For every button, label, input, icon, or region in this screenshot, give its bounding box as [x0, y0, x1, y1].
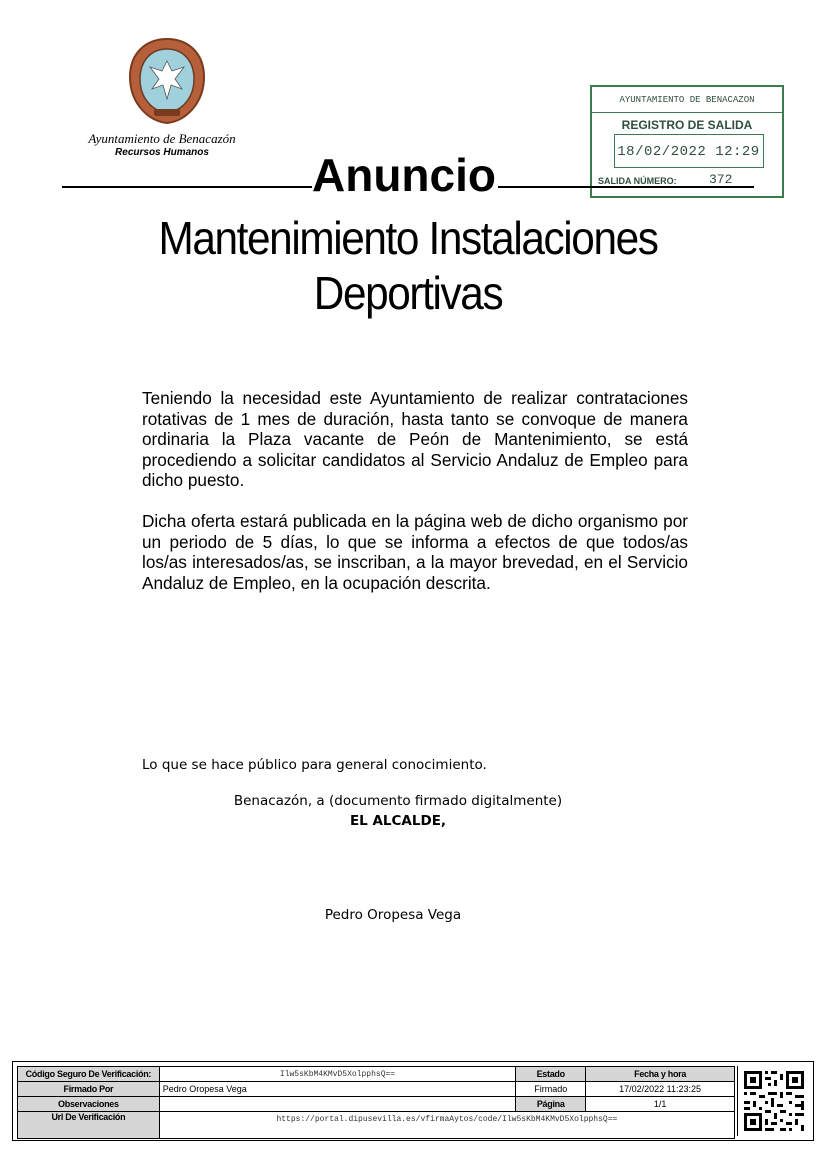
observaciones-label: Observaciones — [18, 1097, 160, 1112]
org-name: Ayuntamiento de Benacazón — [88, 131, 236, 146]
stamp-org: AYUNTAMIENTO DE BENACAZON — [619, 95, 755, 105]
place-and-date: Benacazón, a (documento firmado digitalmente) — [233, 793, 563, 809]
fecha-label: Fecha y hora — [586, 1067, 735, 1082]
fecha-value: 17/02/2022 11:23:25 — [586, 1082, 735, 1097]
subtitle-line-2: Deportivas — [313, 267, 503, 319]
stamp-title: REGISTRO DE SALIDA — [621, 118, 753, 132]
code-label: Código Seguro De Verificación: — [18, 1067, 160, 1082]
verification-code: Ilw5sKbM4KMvD5XolpphsQ== — [159, 1067, 516, 1082]
stamp-divider — [592, 112, 782, 113]
org-department: Recursos Humanos — [115, 147, 209, 158]
signer-role: EL ALCALDE, — [349, 813, 447, 829]
stamp-number-label: SALIDA NÚMERO: — [598, 176, 677, 186]
pagina-value: 1/1 — [586, 1097, 735, 1112]
document-subtitle — [125, 211, 692, 321]
table-row — [18, 1097, 735, 1112]
municipal-crest — [128, 37, 206, 125]
signed-by-value: Pedro Oropesa Vega — [159, 1082, 516, 1097]
table-row — [18, 1082, 735, 1097]
table-row — [18, 1112, 735, 1139]
table-row — [18, 1067, 735, 1082]
body-paragraph-1: Teniendo la necesidad este Ayuntamiento de realizar contrataciones rotativas de 1 mes de duración, hasta tanto se convoque de manera ordinaria la Plaza vacante de Peón de Mantenimiento, se está procediendo a solicitar candidatos al Servicio Andaluz de Empleo para dicho puesto. — [142, 388, 688, 490]
observaciones-value — [159, 1097, 516, 1112]
pagina-label: Página — [516, 1097, 586, 1112]
signer-name: Pedro Oropesa Vega — [324, 907, 462, 923]
estado-label: Estado — [516, 1067, 586, 1082]
qr-code[interactable] — [737, 1066, 810, 1136]
subtitle-line-1: Mantenimiento Instalaciones — [158, 212, 658, 264]
closing-statement: Lo que se hace público para general conocimiento. — [142, 757, 487, 773]
estado-value: Firmado — [516, 1082, 586, 1097]
document-title: Anuncio — [312, 149, 496, 201]
verification-table — [17, 1066, 735, 1139]
stamp-date-box — [614, 134, 764, 168]
stamp-number: 372 — [709, 172, 733, 187]
url-label: Url De Verificación — [18, 1112, 160, 1139]
verification-url[interactable]: https://portal.dipusevilla.es/vfirmaAytos/code/Ilw5sKbM4KMvD5XolpphsQ== — [159, 1112, 734, 1139]
signed-by-label: Firmado Por — [18, 1082, 160, 1097]
registro-salida-stamp — [590, 85, 784, 198]
verification-footer — [12, 1061, 814, 1141]
stamp-datetime: 18/02/2022 12:29 — [617, 144, 760, 160]
body-paragraph-2: Dicha oferta estará publicada en la página web de dicho organismo por un periodo de 5 días, lo que se informa a efectos de que todos/as los/as interesados/as, se inscriban, a la mayor brevedad, en el Servicio Andaluz de Empleo, en la ocupación descrita. — [142, 511, 688, 593]
